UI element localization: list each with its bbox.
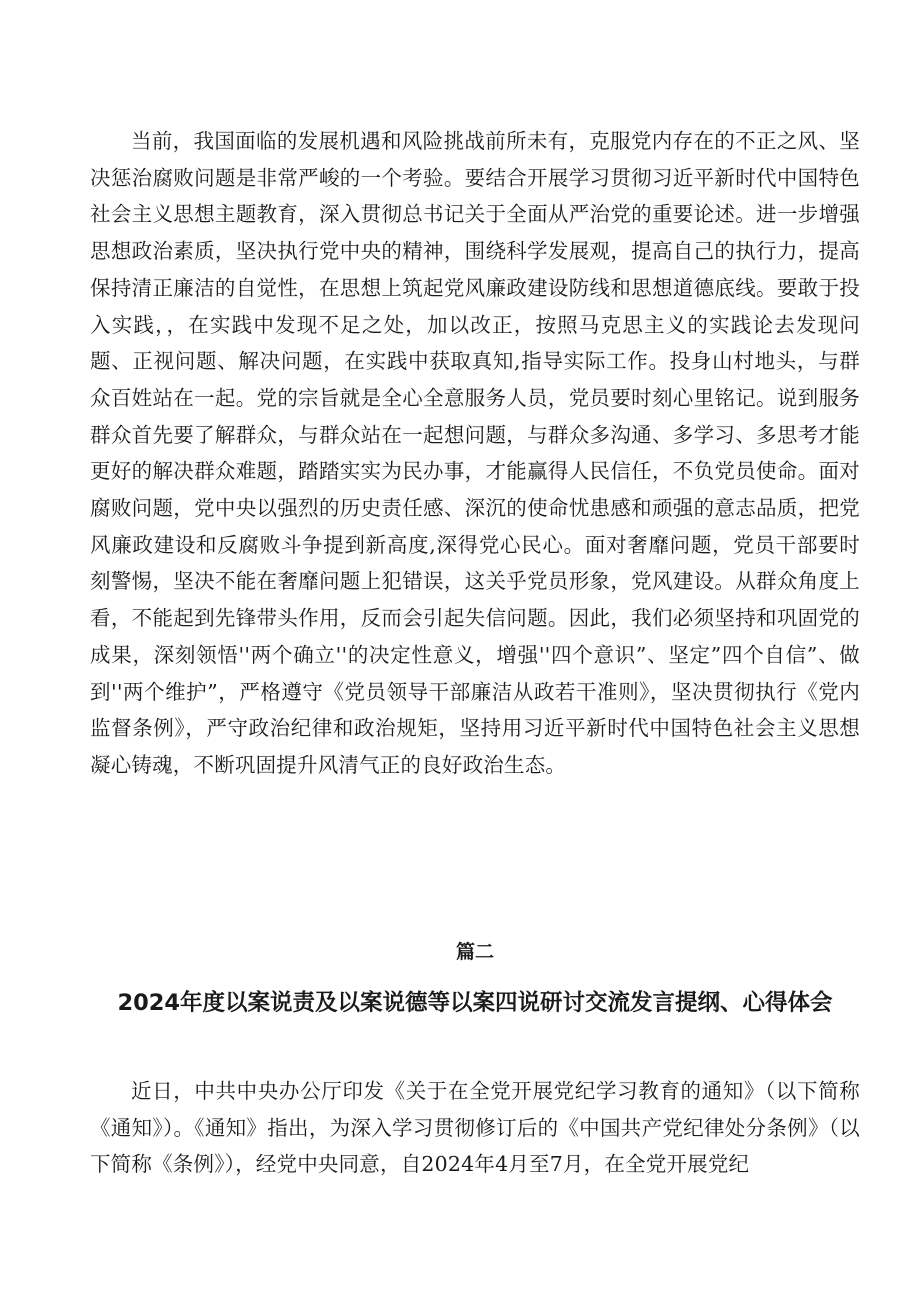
- section-label: 篇二: [455, 941, 494, 963]
- article-title: 2024年度以案说责及以案说德等以案四说研讨交流发言提纲、心得体会: [117, 990, 833, 1016]
- body-paragraph-1: 当前，我国面临的发展机遇和风险挑战前所未有，克服党内存在的不正之风、坚决惩治腐败问题是非常严峻的一个考验。要结合开展学习贯彻习近平新时代中国特色社会主义思想主题教育，深入贯彻总书记关于全面从严治党的重要论述。进一步增强思想政治素质，坚决执行党中央的精神，围绕科学发展观，提高自己的执行力，提高保持清正廉洁的自觉性，在思想上筑起党风廉政建设防线和思想道德底线。要敢于投入实践，，在实践中发现不足之处，加以改正，按照马克思主义的实践论去发现问题、正视问题、解决问题，在实践中获取真知,指导实际工作。投身山村地头，与群众百姓站在一起。党的宗旨就是全心全意服务人员，党员要时刻心里铭记。说到服务群众首先要了解群众，与群众站在一起想问题，与群众多沟通、多学习、多思考才能更好的解决群众难题，踏踏实实为民办事，才能赢得人民信任，不负党员使命。面对腐败问题，党中央以强烈的历史责任感、深沉的使命忧患感和顽强的意志品质，把党风廉政建设和反腐败斗争提到新高度,深得党心民心。面对奢靡问题，党员干部要时刻警惕，坚决不能在奢靡问题上犯错误，这关乎党员形象，党风建设。从群众角度上看，不能起到先锋带头作用，反而会引起失信问题。因此，我们必须坚持和巩固党的成果，深刻领悟''两个确立''的决定性意义，增强''四个意识”、坚定”四个自信”、做到''两个维护”，严格遵守《党员领导干部廉洁从政若干准则》，坚决贯彻执行《党内监督条例》，严守政治纪律和政治规矩，坚持用习近平新时代中国特色社会主义思想凝心铸魂，不断巩固提升风清气正的良好政治生态。: [90, 129, 860, 777]
- body-paragraph-2: 近日，中共中央办公厅印发《关于在全党开展党纪学习教育的通知》（以下简称《通知》）。《通知》指出，为深入学习贯彻修订后的《中国共产党纪律处分条例》（以下简称《条例》），经党中央同意，自2024年4月至7月，在全党开展党纪: [90, 1079, 860, 1177]
